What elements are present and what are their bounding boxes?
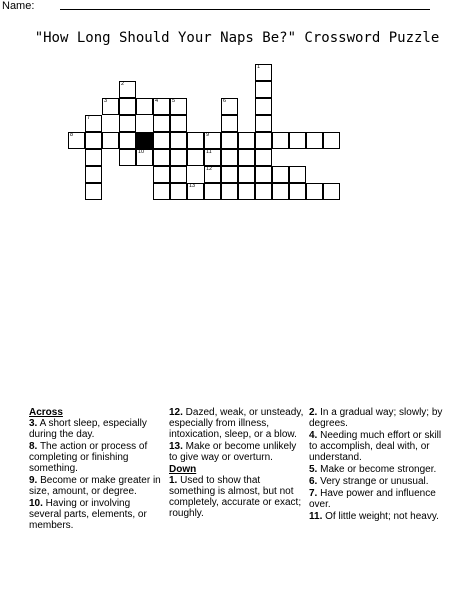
grid-cell[interactable] [289, 183, 306, 200]
cell-number: 9 [206, 132, 210, 138]
clue-number: 10. [29, 498, 43, 509]
clue-text: In a gradual way; slowly; by degrees. [309, 407, 443, 429]
clue-text: Have power and influence over. [309, 488, 436, 510]
grid-cell[interactable] [221, 149, 238, 166]
grid-cell[interactable] [85, 149, 102, 166]
cell-number: 13 [189, 183, 196, 189]
grid-cell[interactable] [170, 98, 187, 115]
grid-cell[interactable] [170, 183, 187, 200]
grid-cell[interactable] [187, 132, 204, 149]
grid-cell[interactable] [221, 98, 238, 115]
grid-cell[interactable] [221, 166, 238, 183]
grid-cell[interactable] [272, 183, 289, 200]
clue-item [309, 430, 444, 463]
grid-cell[interactable] [238, 183, 255, 200]
cell-number: 12 [206, 166, 213, 172]
grid-cell[interactable] [255, 166, 272, 183]
clue-item [309, 407, 444, 429]
grid-cell[interactable] [153, 115, 170, 132]
grid-cell[interactable] [272, 166, 289, 183]
cell-number: 1 [257, 64, 261, 70]
clue-item [29, 475, 164, 497]
grid-cell[interactable] [238, 149, 255, 166]
grid-cell[interactable] [255, 115, 272, 132]
grid-cell[interactable] [187, 149, 204, 166]
cell-number: 10 [138, 149, 145, 155]
grid-cell[interactable] [255, 98, 272, 115]
grid-cell[interactable] [153, 166, 170, 183]
cell-number: 6 [223, 98, 227, 104]
grid-cell[interactable] [221, 183, 238, 200]
grid-cell[interactable] [170, 115, 187, 132]
cell-number: 8 [70, 132, 74, 138]
grid-cell[interactable] [170, 132, 187, 149]
clue-number: 4. [309, 430, 318, 441]
grid-cell[interactable] [85, 132, 102, 149]
clue-item [309, 476, 444, 487]
clue-number: 3. [29, 418, 38, 429]
grid-cell[interactable] [187, 183, 204, 200]
cell-number: 4 [155, 98, 159, 104]
grid-cell[interactable] [221, 115, 238, 132]
grid-cell[interactable] [306, 183, 323, 200]
grid-cell[interactable] [238, 166, 255, 183]
clue-text: The action or process of completing or finishing something. [29, 441, 148, 474]
grid-cell[interactable] [153, 98, 170, 115]
clue-text: Used to show that something is almost, but not completely, accurate or exact; roughly. [169, 475, 302, 519]
clue-text: Very strange or unusual. [317, 476, 429, 487]
grid-cell[interactable] [136, 98, 153, 115]
clue-item [309, 488, 444, 510]
puzzle-title: "How Long Should Your Naps Be?" Crossword Puzzle [34, 30, 440, 46]
clue-number: 13. [169, 441, 183, 452]
grid-cell[interactable] [255, 64, 272, 81]
cell-number: 2 [121, 81, 125, 87]
clue-number: 11. [309, 511, 323, 522]
down-heading: Down [169, 464, 197, 475]
grid-cell[interactable] [85, 183, 102, 200]
grid-cell[interactable] [119, 98, 136, 115]
grid-cell[interactable] [255, 149, 272, 166]
clue-text: Make or become stronger. [317, 464, 437, 475]
clue-item [29, 441, 164, 474]
clue-item [29, 498, 164, 531]
name-label: Name: [2, 0, 35, 12]
clue-number: 6. [309, 476, 318, 487]
clue-text: Having or involving several parts, elements, or members. [29, 498, 147, 531]
clue-item [309, 511, 444, 522]
grid-cell[interactable] [85, 115, 102, 132]
grid-cell[interactable] [255, 132, 272, 149]
grid-cell[interactable] [153, 132, 170, 149]
clue-text: Become or make greater in size, amount, or degree. [29, 475, 161, 497]
grid-cell[interactable] [204, 166, 221, 183]
grid-cell[interactable] [255, 81, 272, 98]
clues-column-2 [169, 407, 304, 520]
clue-item [309, 464, 444, 475]
cell-number: 3 [104, 98, 108, 104]
grid-cell[interactable] [119, 149, 136, 166]
grid-cell[interactable] [306, 132, 323, 149]
grid-cell[interactable] [204, 183, 221, 200]
clue-number: 7. [309, 488, 318, 499]
grid-cell[interactable] [170, 166, 187, 183]
grid-cell[interactable] [85, 166, 102, 183]
clues-column-1 [29, 407, 164, 532]
grid-cell[interactable] [255, 183, 272, 200]
clue-number: 9. [29, 475, 38, 486]
grid-cell[interactable] [68, 132, 85, 149]
across-heading: Across [29, 407, 63, 418]
clue-text: Needing much effort or skill to accomplish, deal with, or understand. [309, 430, 442, 463]
grid-cell[interactable] [153, 183, 170, 200]
grid-cell[interactable] [289, 132, 306, 149]
clue-item [169, 407, 304, 440]
grid-cell[interactable] [238, 132, 255, 149]
grid-cell[interactable] [153, 149, 170, 166]
grid-cell[interactable] [102, 132, 119, 149]
clue-text: A short sleep, especially during the day. [29, 418, 147, 440]
clues-column-3 [309, 407, 444, 523]
clue-item [29, 418, 164, 440]
grid-cell[interactable] [119, 81, 136, 98]
grid-cell[interactable] [221, 132, 238, 149]
clue-number: 12. [169, 407, 183, 418]
clue-number: 1. [169, 475, 178, 486]
grid-cell[interactable] [323, 132, 340, 149]
cell-number: 5 [172, 98, 176, 104]
black-cell [136, 132, 153, 149]
clue-number: 5. [309, 464, 318, 475]
grid-cell[interactable] [289, 166, 306, 183]
clue-number: 2. [309, 407, 318, 418]
cell-number: 11 [206, 149, 212, 155]
grid-cell[interactable] [204, 149, 221, 166]
clue-text: Make or become unlikely to give way or overturn. [169, 441, 297, 463]
grid-cell[interactable] [136, 149, 153, 166]
grid-cell[interactable] [272, 132, 289, 149]
grid-cell[interactable] [323, 183, 340, 200]
cell-number: 7 [87, 115, 91, 121]
grid-cell[interactable] [102, 98, 119, 115]
clue-item [169, 441, 304, 463]
grid-cell[interactable] [119, 115, 136, 132]
clue-item [169, 475, 304, 519]
grid-cell[interactable] [119, 132, 136, 149]
clue-text: Of little weight; not heavy. [322, 511, 439, 522]
clue-number: 8. [29, 441, 38, 452]
clue-text: Dazed, weak, or unsteady, especially from illness, intoxication, sleep, or a blow. [169, 407, 304, 440]
grid-cell[interactable] [170, 149, 187, 166]
grid-cell[interactable] [204, 132, 221, 149]
